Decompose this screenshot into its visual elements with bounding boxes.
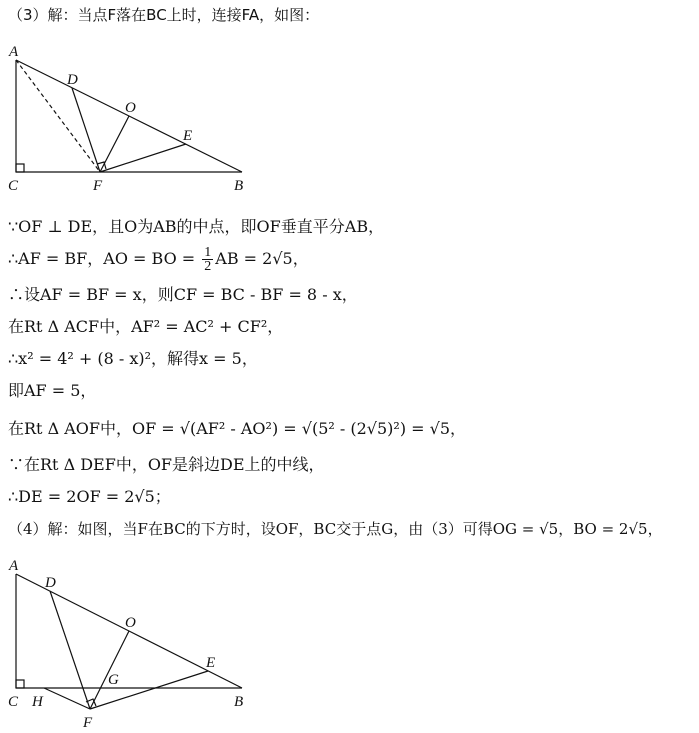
label-F: F [93,178,103,194]
solution-line-5: ∴x² = 4² + (8 - x)²，解得x = 5， [8,349,258,368]
segment-DF [72,88,100,172]
label-D: D [67,72,78,88]
solution-line-2: ∴AF = BF，AO = BO = $\frac{1}{2}$ AB = 2√5， [8,245,309,274]
label-H: H [32,694,43,710]
label-A: A [9,558,19,574]
label-O: O [125,100,136,116]
label-F: F [83,715,93,731]
part4-heading: （4）解：如图，当F在BC的下方时，设OF，BC交于点G，由（3）可得OG = √5，BO = 2√5， [8,520,663,538]
right-angle-C [16,680,24,688]
right-angle-C [16,164,24,172]
segment-HF [44,688,90,709]
solution-line-3: ∴设AF = BF = x，则CF = BC - BF = 8 - x， [8,285,358,304]
segment-AF-dashed [16,60,100,172]
label-E: E [206,655,216,671]
solution-line-9: ∴DE = 2OF = 2√5； [8,487,171,506]
solution-line-4: 在Rt Δ ACF中，AF² = AC² + CF²， [8,317,284,336]
solution-line-7: 在Rt Δ AOF中，OF = √(AF² - AO²) = √(5² - (2√5)²) = √5， [8,419,467,438]
figure-2 [0,556,270,733]
label-A: A [9,44,19,60]
label-G: G [108,672,119,688]
solution-line-8: ∵在Rt Δ DEF中，OF是斜边DE上的中线， [8,455,325,474]
part3-heading: （3）解：当点F落在BC上时，连接FA，如图： [8,6,320,24]
label-C: C [8,178,19,194]
label-B: B [234,178,244,194]
fraction-half: $\frac{1}{2}$ [204,245,212,274]
label-O: O [125,615,136,631]
label-C: C [8,694,19,710]
label-B: B [234,694,244,710]
solution-line-1: ∵OF ⊥ DE，且O为AB的中点，即OF垂直平分AB， [8,217,385,236]
segment-OF [90,631,129,709]
figure-1 [0,40,270,200]
solution-line-6: 即AF = 5， [8,381,97,400]
label-E: E [183,128,193,144]
label-D: D [45,575,56,591]
